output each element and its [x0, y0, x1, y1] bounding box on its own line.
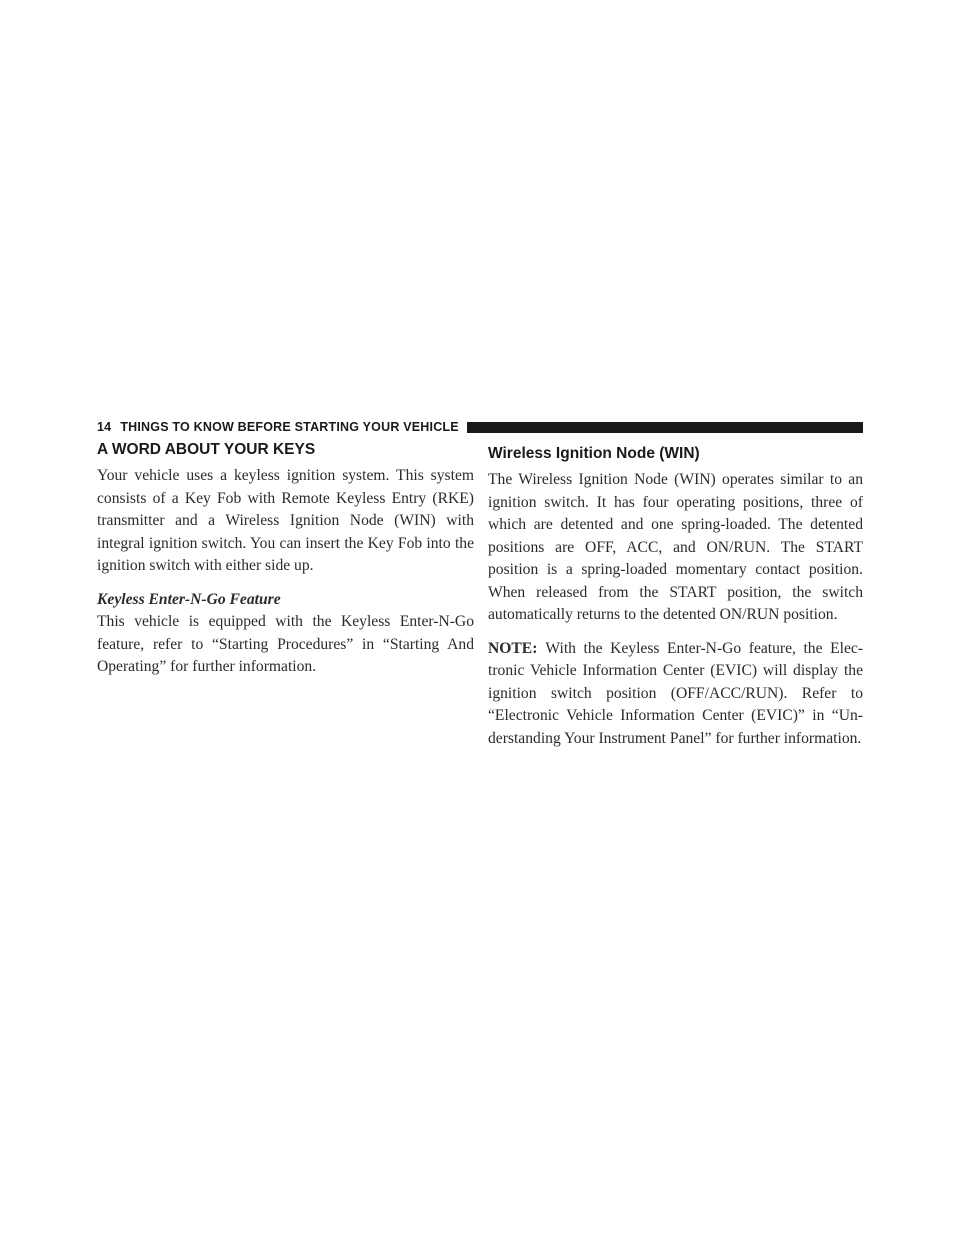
note-text: With the Keyless Enter-N-Go feature, the Electronic Vehicle Information Center (EVIC) will display the ignition switch position (OFF/ACC/RUN). Refer to “Electronic Vehicle Information Center (EVIC)” in “Understanding Your Instrument Panel” for further information. — [488, 639, 863, 747]
running-header — [97, 419, 863, 435]
right-column — [488, 440, 863, 761]
keys-heading: A WORD ABOUT YOUR KEYS — [97, 441, 316, 458]
win-paragraph: The Wireless Ignition Node (WIN) operates similar to an ignition switch. It has four operating positions, three of which are detented and one spring-loaded. The detented positions are OFF, ACC, and ON/RUN. The START position is a spring-loaded momentary contact position. When released from the START position, the switch automatically returns to the detented ON/RUN position. — [488, 471, 863, 623]
header-rule — [467, 422, 863, 433]
section-title: THINGS TO KNOW BEFORE STARTING YOUR VEHICLE — [120, 420, 459, 434]
page-number: 14 — [97, 420, 112, 434]
feature-subheading: Keyless Enter-N-Go Feature — [97, 590, 281, 608]
keys-intro-paragraph: Your vehicle uses a keyless ignition system. This system consists of a Key Fob with Remote Keyless Entry (RKE) transmitter and a Wireless Ignition Node (WIN) with integral ignition switch. You can insert the Key Fob into the ignition switch with either side up. — [97, 467, 474, 574]
feature-text: This vehicle is equipped with the Keyless Enter-N-Go feature, refer to “Starting Procedures” in “Starting And Operating” for further information. — [97, 613, 474, 675]
note-paragraph — [488, 638, 863, 751]
note-label: NOTE: — [488, 639, 538, 657]
feature-paragraph — [97, 589, 474, 679]
left-column — [97, 440, 474, 690]
win-heading: Wireless Ignition Node (WIN) — [488, 445, 700, 462]
